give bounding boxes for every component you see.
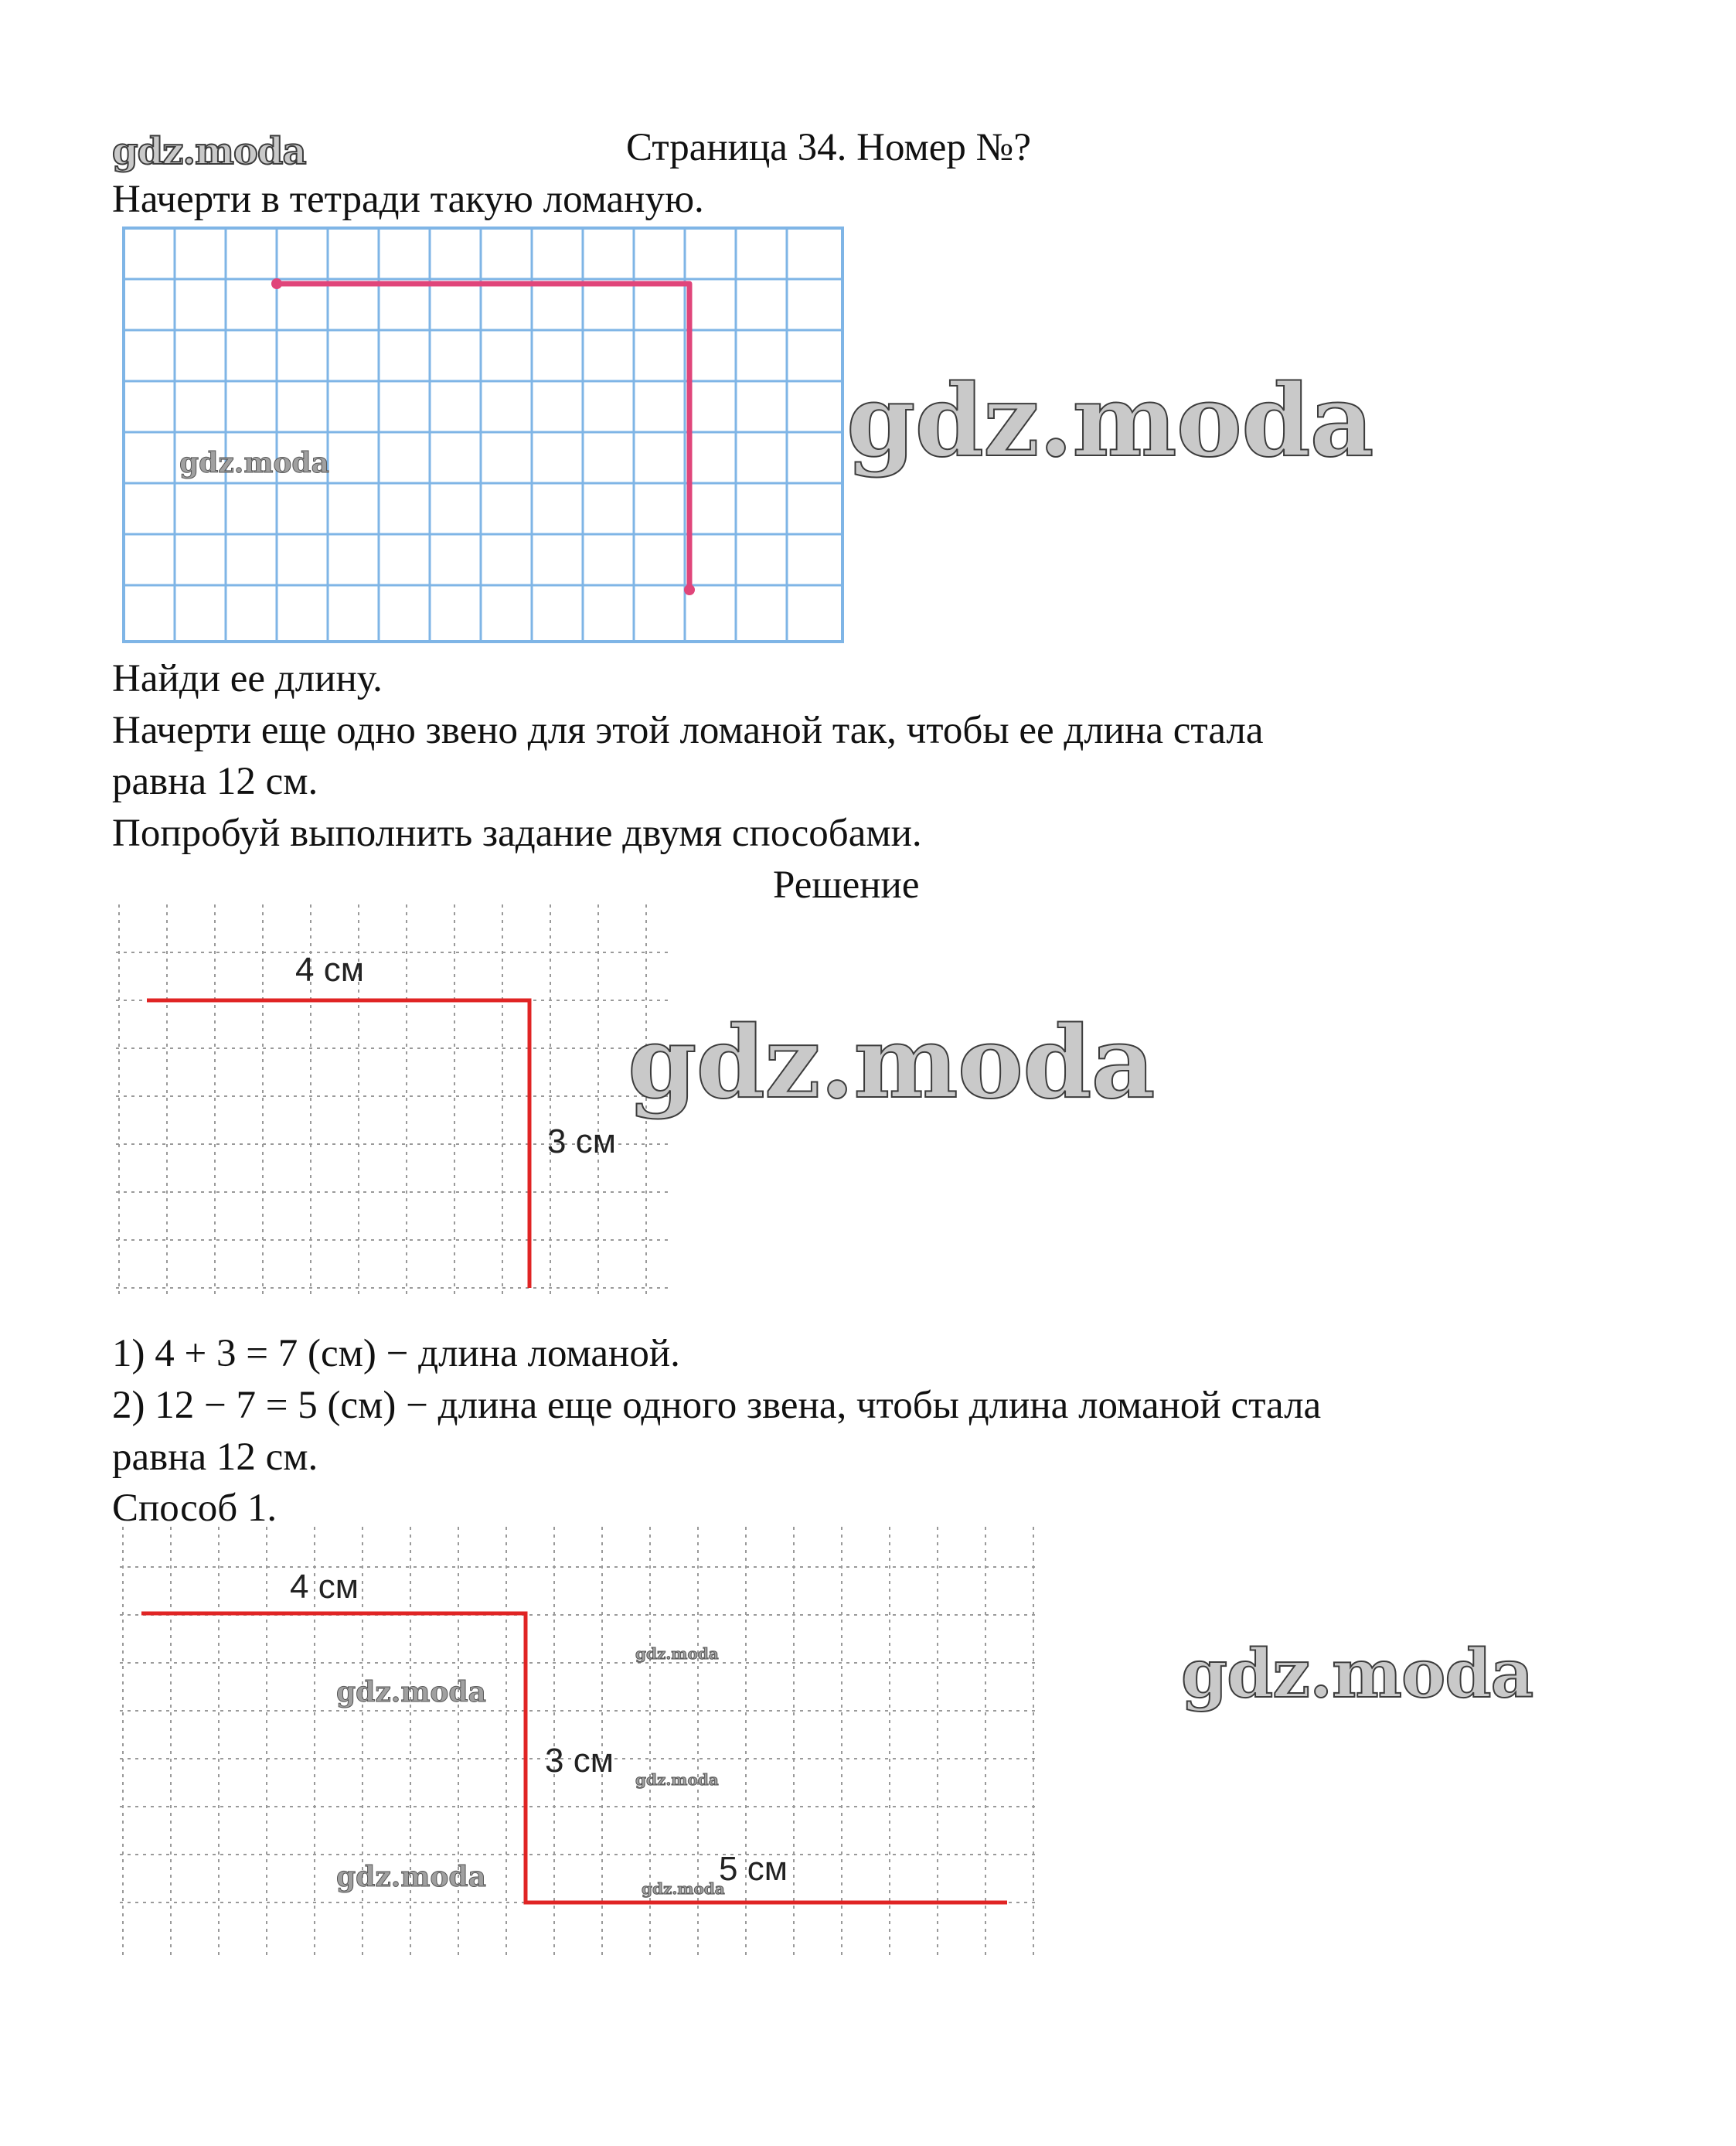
label-4cm: 4 см <box>295 951 364 989</box>
method-1-label: Способ 1. <box>112 1487 277 1530</box>
label-3cm-method-1: 3 см <box>545 1742 614 1780</box>
label-4cm-method-1: 4 см <box>290 1568 359 1606</box>
polyline-start-point <box>271 278 282 289</box>
task-line-5: Попробуй выполнить задание двумя способами. <box>112 812 922 855</box>
polyline-end-point <box>684 584 695 595</box>
task-grid-figure <box>116 228 850 646</box>
step-2-line-2: равна 12 см. <box>112 1436 318 1479</box>
task-line-4: равна 12 см. <box>112 760 318 803</box>
solution-grid-figure <box>116 904 672 1299</box>
label-3cm: 3 см <box>547 1122 616 1160</box>
step-2-line-1: 2) 12 − 7 = 5 (см) − длина еще одного звена, чтобы длина ломаной стала <box>112 1384 1322 1427</box>
watermark-small-5: gdz.moda <box>642 1879 725 1898</box>
solution-heading: Решение <box>773 864 920 907</box>
task-line-2: Найди ее длину. <box>112 657 383 700</box>
watermark-small-1: gdz.moda <box>635 1644 719 1663</box>
watermark-small-3: gdz.moda <box>635 1770 719 1789</box>
watermark-large-2: gdz.moda <box>628 1005 1155 1121</box>
watermark-large-3: gdz.moda <box>1181 1635 1533 1713</box>
watermark-small-4: gdz.moda <box>336 1861 486 1893</box>
watermark-top-left: gdz.moda <box>112 130 306 173</box>
task-line-3: Начерти еще одно звено для этой ломаной так, чтобы ее длина стала <box>112 709 1264 752</box>
step-1: 1) 4 + 3 = 7 (см) − длина ломаной. <box>112 1332 680 1375</box>
watermark-grid-small: gdz.moda <box>179 447 329 479</box>
page-title: Страница 34. Номер №? <box>626 126 1031 169</box>
watermark-large-1: gdz.moda <box>846 363 1373 479</box>
label-5cm-method-1: 5 см <box>719 1850 788 1888</box>
task-line-1: Начерти в тетради такую ломаную. <box>112 178 704 221</box>
watermark-small-2: gdz.moda <box>336 1676 486 1708</box>
